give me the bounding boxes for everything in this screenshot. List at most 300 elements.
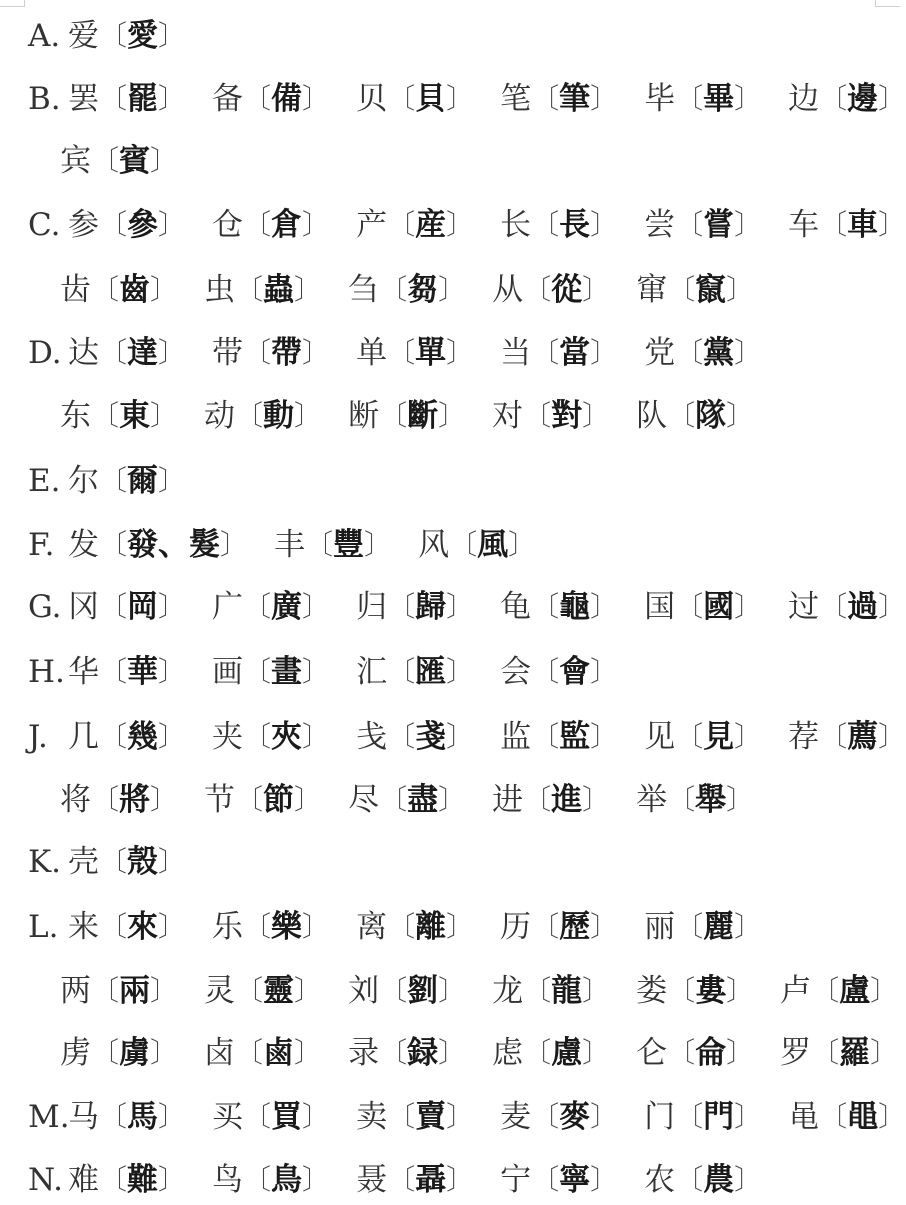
close-bracket: 〕 <box>150 1036 179 1069</box>
character-entry <box>60 775 178 825</box>
traditional-character: 廣 <box>271 589 303 625</box>
close-bracket: 〕 <box>734 720 763 753</box>
simplified-character: 动 <box>204 398 236 434</box>
simplified-character: 来 <box>68 909 99 945</box>
open-bracket: 〔 <box>675 82 704 115</box>
traditional-character: 動 <box>263 398 295 434</box>
close-bracket: 〕 <box>446 82 475 115</box>
character-entry <box>636 391 754 441</box>
close-bracket: 〕 <box>726 783 755 816</box>
simplified-character: 将 <box>60 782 91 818</box>
character-entry <box>356 200 474 250</box>
traditional-character: 從 <box>551 272 583 308</box>
simplified-character: 荐 <box>788 719 820 755</box>
simplified-character: 灵 <box>204 973 236 1009</box>
traditional-character: 長 <box>559 207 591 243</box>
traditional-character: 羅 <box>839 1035 871 1071</box>
close-bracket: 〕 <box>590 590 619 623</box>
open-bracket: 〔 <box>91 974 120 1007</box>
traditional-character: 盡 <box>407 782 439 818</box>
character-entry <box>212 328 330 378</box>
traditional-character: 夾 <box>271 719 303 755</box>
open-bracket: 〔 <box>379 1036 408 1069</box>
character-entry <box>212 1092 330 1142</box>
simplified-character: 见 <box>644 719 676 755</box>
character-line <box>28 1155 762 1205</box>
close-bracket: 〕 <box>294 1036 323 1069</box>
traditional-character: 離 <box>415 909 447 945</box>
traditional-character: 備 <box>271 81 303 117</box>
close-bracket: 〕 <box>158 208 187 241</box>
character-entry <box>418 520 536 570</box>
simplified-character: 壳 <box>68 844 99 880</box>
close-bracket: 〕 <box>878 590 906 623</box>
traditional-character: 歸 <box>415 589 447 625</box>
open-bracket: 〔 <box>387 910 416 943</box>
close-bracket: 〕 <box>734 590 763 623</box>
open-bracket: 〔 <box>235 273 264 306</box>
character-entry <box>356 902 474 952</box>
open-bracket: 〔 <box>811 1036 840 1069</box>
traditional-character: 賓 <box>119 143 151 179</box>
traditional-character: 匯 <box>415 654 447 690</box>
character-entry <box>60 1028 178 1078</box>
simplified-character: 门 <box>644 1099 676 1135</box>
character-entry <box>788 1092 906 1142</box>
character-entry <box>492 1028 610 1078</box>
character-entry <box>644 328 762 378</box>
open-bracket: 〔 <box>667 1036 696 1069</box>
open-bracket: 〔 <box>91 273 120 306</box>
character-line <box>60 1028 898 1078</box>
simplified-character: 几 <box>68 719 99 755</box>
character-entry <box>68 647 186 697</box>
simplified-character: 爱 <box>68 18 99 54</box>
simplified-character: 备 <box>212 81 244 117</box>
character-entry <box>500 647 618 697</box>
open-bracket: 〔 <box>675 1163 704 1196</box>
character-line <box>28 1092 906 1142</box>
simplified-character: 边 <box>788 81 820 117</box>
character-entry <box>348 265 466 315</box>
open-bracket: 〔 <box>675 336 704 369</box>
character-entry <box>274 520 392 570</box>
open-bracket: 〔 <box>675 910 704 943</box>
simplified-character: 丰 <box>274 527 306 563</box>
close-bracket: 〕 <box>150 783 179 816</box>
traditional-character: 節 <box>263 782 295 818</box>
simplified-character: 画 <box>212 654 244 690</box>
simplified-character: 黾 <box>788 1099 820 1135</box>
character-entry <box>644 74 762 124</box>
traditional-character: 邊 <box>847 81 879 117</box>
traditional-character: 過 <box>847 589 879 625</box>
close-bracket: 〕 <box>508 528 537 561</box>
character-entry <box>636 966 754 1016</box>
simplified-character: 车 <box>788 207 820 243</box>
close-bracket: 〕 <box>446 208 475 241</box>
simplified-character: 广 <box>212 589 244 625</box>
character-entry <box>356 712 474 762</box>
open-bracket: 〔 <box>99 910 128 943</box>
traditional-character: 鹵 <box>263 1035 295 1071</box>
character-entry <box>68 1092 186 1142</box>
open-bracket: 〔 <box>523 273 552 306</box>
open-bracket: 〔 <box>99 464 128 497</box>
character-line <box>28 200 906 250</box>
open-bracket: 〔 <box>235 1036 264 1069</box>
character-entry <box>68 520 248 570</box>
character-line <box>28 582 906 632</box>
character-entry <box>68 456 186 506</box>
character-line <box>28 74 906 124</box>
character-entry <box>356 647 474 697</box>
character-entry <box>212 582 330 632</box>
open-bracket: 〔 <box>531 590 560 623</box>
open-bracket: 〔 <box>819 1100 848 1133</box>
traditional-character: 東 <box>119 398 151 434</box>
traditional-character: 録 <box>407 1035 439 1071</box>
character-entry <box>644 200 762 250</box>
character-line <box>28 837 186 887</box>
close-bracket: 〕 <box>726 974 755 1007</box>
character-entry <box>492 966 610 1016</box>
character-line <box>28 520 536 570</box>
traditional-character: 盧 <box>839 973 871 1009</box>
simplified-character: 录 <box>348 1035 380 1071</box>
simplified-character: 汇 <box>356 654 388 690</box>
close-bracket: 〕 <box>734 1100 763 1133</box>
close-bracket: 〕 <box>158 82 187 115</box>
traditional-character: 見 <box>703 719 735 755</box>
simplified-character: 卢 <box>780 973 812 1009</box>
simplified-character: 聂 <box>356 1162 388 1198</box>
traditional-character: 戔 <box>415 719 447 755</box>
traditional-character: 進 <box>551 782 583 818</box>
open-bracket: 〔 <box>235 974 264 1007</box>
character-entry <box>212 902 330 952</box>
simplified-character: 马 <box>68 1099 99 1135</box>
simplified-character: 达 <box>68 335 99 371</box>
character-entry <box>500 1155 618 1205</box>
traditional-character: 來 <box>127 909 159 945</box>
open-bracket: 〔 <box>243 1163 272 1196</box>
character-entry <box>68 74 186 124</box>
open-bracket: 〔 <box>387 1163 416 1196</box>
open-bracket: 〔 <box>523 399 552 432</box>
open-bracket: 〔 <box>379 273 408 306</box>
close-bracket: 〕 <box>302 1163 331 1196</box>
close-bracket: 〕 <box>302 82 331 115</box>
section-letter: C. <box>28 207 61 243</box>
section-letter: N. <box>28 1162 63 1198</box>
simplified-character: 断 <box>348 398 380 434</box>
section-letter: H. <box>28 654 65 690</box>
simplified-character: 窜 <box>636 272 668 308</box>
simplified-character: 虑 <box>492 1035 524 1071</box>
section-letter: J. <box>28 719 48 755</box>
close-bracket: 〕 <box>294 273 323 306</box>
simplified-character: 尔 <box>68 463 99 499</box>
open-bracket: 〔 <box>379 399 408 432</box>
simplified-character: 长 <box>500 207 532 243</box>
traditional-character: 帶 <box>271 335 303 371</box>
simplified-character: 举 <box>636 782 668 818</box>
section-letter: L. <box>28 909 59 945</box>
character-entry <box>212 647 330 697</box>
traditional-character: 婁 <box>695 973 727 1009</box>
open-bracket: 〔 <box>99 655 128 688</box>
traditional-character: 豐 <box>333 527 365 563</box>
close-bracket: 〕 <box>438 399 467 432</box>
simplified-character: 东 <box>60 398 91 434</box>
page-corner-mark-right <box>875 0 900 7</box>
open-bracket: 〔 <box>523 974 552 1007</box>
character-line <box>28 647 618 697</box>
character-entry <box>788 712 906 762</box>
traditional-character: 參 <box>127 207 159 243</box>
simplified-character: 发 <box>68 527 99 563</box>
close-bracket: 〕 <box>438 783 467 816</box>
simplified-character: 笔 <box>500 81 532 117</box>
character-entry <box>60 136 178 186</box>
character-entry <box>500 582 618 632</box>
traditional-character: 爾 <box>127 463 159 499</box>
simplified-character: 龙 <box>492 973 524 1009</box>
open-bracket: 〔 <box>99 1100 128 1133</box>
character-line <box>28 328 762 378</box>
traditional-character: 龍 <box>551 973 583 1009</box>
character-entry <box>356 1155 474 1205</box>
character-entry <box>644 1092 762 1142</box>
simplified-character: 戋 <box>356 719 388 755</box>
simplified-character: 丽 <box>644 909 676 945</box>
open-bracket: 〔 <box>667 273 696 306</box>
close-bracket: 〕 <box>582 974 611 1007</box>
open-bracket: 〔 <box>819 82 848 115</box>
traditional-character: 麗 <box>703 909 735 945</box>
open-bracket: 〔 <box>243 82 272 115</box>
character-entry <box>60 265 178 315</box>
character-entry <box>204 391 322 441</box>
simplified-character: 刘 <box>348 973 380 1009</box>
close-bracket: 〕 <box>590 910 619 943</box>
simplified-character: 罢 <box>68 81 99 117</box>
open-bracket: 〔 <box>99 19 128 52</box>
close-bracket: 〕 <box>438 1036 467 1069</box>
simplified-character: 贝 <box>356 81 388 117</box>
close-bracket: 〕 <box>446 336 475 369</box>
character-entry <box>204 966 322 1016</box>
simplified-character: 节 <box>204 782 236 818</box>
simplified-character: 会 <box>500 654 532 690</box>
close-bracket: 〕 <box>870 1036 899 1069</box>
open-bracket: 〔 <box>99 845 128 878</box>
traditional-character: 買 <box>271 1099 303 1135</box>
character-line <box>60 391 754 441</box>
open-bracket: 〔 <box>675 1100 704 1133</box>
close-bracket: 〕 <box>726 399 755 432</box>
simplified-character: 从 <box>492 272 524 308</box>
simplified-character: 队 <box>636 398 668 434</box>
open-bracket: 〔 <box>91 1036 120 1069</box>
open-bracket: 〔 <box>243 655 272 688</box>
character-entry <box>68 902 186 952</box>
section-letter: G. <box>28 589 62 625</box>
close-bracket: 〕 <box>726 273 755 306</box>
close-bracket: 〕 <box>158 590 187 623</box>
simplified-character: 宾 <box>60 143 91 179</box>
section-letter: F. <box>28 527 55 563</box>
open-bracket: 〔 <box>531 208 560 241</box>
simplified-character: 刍 <box>348 272 380 308</box>
character-entry <box>644 582 762 632</box>
character-entry <box>60 391 178 441</box>
character-entry <box>212 74 330 124</box>
character-entry <box>492 391 610 441</box>
close-bracket: 〕 <box>438 273 467 306</box>
close-bracket: 〕 <box>302 590 331 623</box>
traditional-character: 齒 <box>119 272 151 308</box>
close-bracket: 〕 <box>446 720 475 753</box>
traditional-character: 樂 <box>271 909 303 945</box>
traditional-character: 隊 <box>695 398 727 434</box>
simplified-character: 龟 <box>500 589 532 625</box>
traditional-character: 賣 <box>415 1099 447 1135</box>
character-entry <box>492 265 610 315</box>
simplified-character: 归 <box>356 589 388 625</box>
open-bracket: 〔 <box>243 208 272 241</box>
close-bracket: 〕 <box>582 399 611 432</box>
close-bracket: 〕 <box>446 910 475 943</box>
character-entry <box>780 1028 898 1078</box>
character-entry <box>788 200 906 250</box>
close-bracket: 〕 <box>734 910 763 943</box>
character-entry <box>636 1028 754 1078</box>
simplified-character: 鸟 <box>212 1162 244 1198</box>
section-letter: B. <box>28 81 61 117</box>
close-bracket: 〕 <box>446 655 475 688</box>
character-line <box>28 11 186 61</box>
traditional-character: 將 <box>119 782 151 818</box>
open-bracket: 〔 <box>819 720 848 753</box>
section-letter: A. <box>28 18 61 54</box>
close-bracket: 〕 <box>446 1163 475 1196</box>
character-entry <box>356 74 474 124</box>
character-entry <box>780 966 898 1016</box>
character-entry <box>348 966 466 1016</box>
simplified-character: 两 <box>60 973 91 1009</box>
traditional-character: 寧 <box>559 1162 591 1198</box>
character-entry <box>788 74 906 124</box>
open-bracket: 〔 <box>667 399 696 432</box>
simplified-character: 国 <box>644 589 676 625</box>
close-bracket: 〕 <box>302 1100 331 1133</box>
close-bracket: 〕 <box>158 1100 187 1133</box>
simplified-character: 仓 <box>212 207 244 243</box>
close-bracket: 〕 <box>878 208 906 241</box>
simplified-character: 毕 <box>644 81 676 117</box>
traditional-character: 對 <box>551 398 583 434</box>
character-line <box>60 966 898 1016</box>
open-bracket: 〔 <box>531 336 560 369</box>
close-bracket: 〕 <box>158 655 187 688</box>
open-bracket: 〔 <box>523 1036 552 1069</box>
character-line <box>60 265 754 315</box>
character-entry <box>212 1155 330 1205</box>
close-bracket: 〕 <box>582 273 611 306</box>
open-bracket: 〔 <box>819 208 848 241</box>
open-bracket: 〔 <box>235 783 264 816</box>
traditional-character: 畫 <box>271 654 303 690</box>
close-bracket: 〕 <box>158 845 187 878</box>
traditional-character: 虜 <box>119 1035 151 1071</box>
simplified-character: 麦 <box>500 1099 532 1135</box>
open-bracket: 〔 <box>243 910 272 943</box>
character-entry <box>204 265 322 315</box>
traditional-character: 華 <box>127 654 159 690</box>
simplified-character: 华 <box>68 654 99 690</box>
section-letter: M. <box>28 1099 70 1135</box>
close-bracket: 〕 <box>302 720 331 753</box>
traditional-character: 斷 <box>407 398 439 434</box>
character-entry <box>68 11 186 61</box>
section-letter: D. <box>28 335 62 371</box>
close-bracket: 〕 <box>294 399 323 432</box>
close-bracket: 〕 <box>870 974 899 1007</box>
character-entry <box>348 775 466 825</box>
traditional-character: 風 <box>477 527 509 563</box>
page-corner-mark-left <box>0 0 25 7</box>
traditional-character: 侖 <box>695 1035 727 1071</box>
open-bracket: 〔 <box>243 720 272 753</box>
traditional-character: 門 <box>703 1099 735 1135</box>
traditional-character: 國 <box>703 589 735 625</box>
close-bracket: 〕 <box>582 1036 611 1069</box>
traditional-character: 會 <box>559 654 591 690</box>
close-bracket: 〕 <box>590 82 619 115</box>
close-bracket: 〕 <box>150 144 179 177</box>
close-bracket: 〕 <box>158 464 187 497</box>
traditional-character: 兩 <box>119 973 151 1009</box>
traditional-character: 黽 <box>847 1099 879 1135</box>
close-bracket: 〕 <box>302 336 331 369</box>
character-line <box>60 775 754 825</box>
simplified-character: 宁 <box>500 1162 532 1198</box>
character-entry <box>212 200 330 250</box>
open-bracket: 〔 <box>99 82 128 115</box>
traditional-character: 殼 <box>127 844 159 880</box>
close-bracket: 〕 <box>302 655 331 688</box>
character-entry <box>68 712 186 762</box>
character-entry <box>212 712 330 762</box>
open-bracket: 〔 <box>243 590 272 623</box>
character-entry <box>348 1028 466 1078</box>
character-entry <box>356 1092 474 1142</box>
open-bracket: 〔 <box>387 720 416 753</box>
close-bracket: 〕 <box>590 1100 619 1133</box>
simplified-character: 买 <box>212 1099 244 1135</box>
character-entry <box>636 775 754 825</box>
close-bracket: 〕 <box>590 1163 619 1196</box>
traditional-character: 龜 <box>559 589 591 625</box>
open-bracket: 〔 <box>99 720 128 753</box>
character-entry <box>204 775 322 825</box>
simplified-character: 卤 <box>204 1035 236 1071</box>
close-bracket: 〕 <box>878 720 906 753</box>
simplified-character: 罗 <box>780 1035 812 1071</box>
traditional-character: 慮 <box>551 1035 583 1071</box>
